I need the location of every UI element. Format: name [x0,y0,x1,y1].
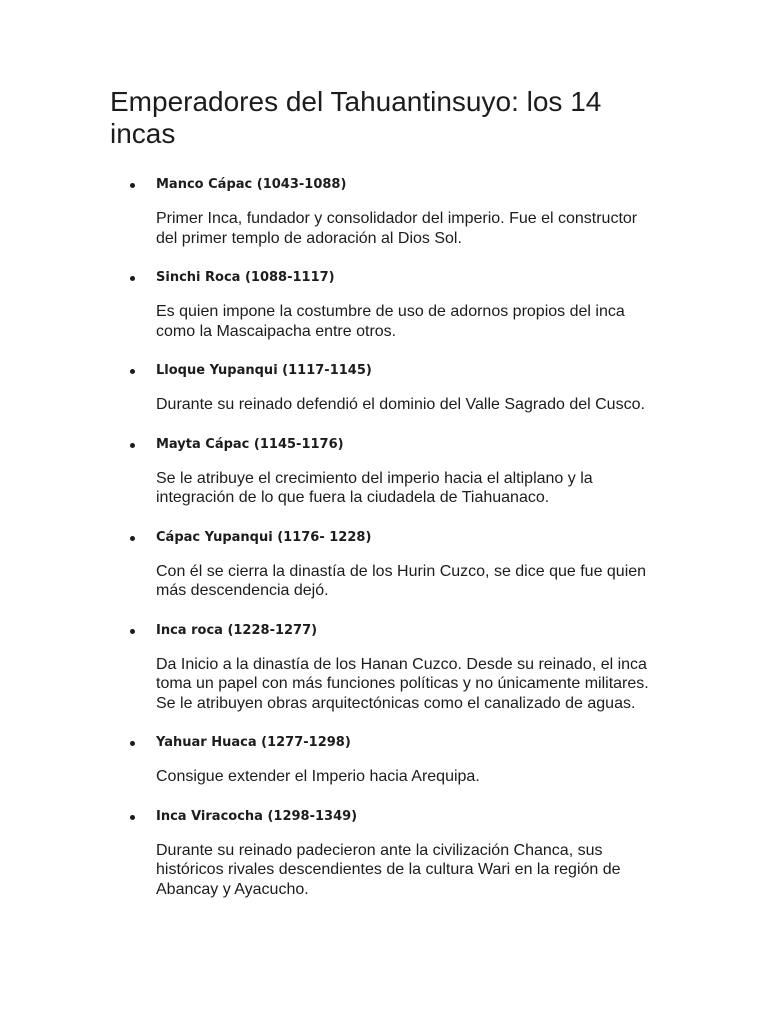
emperor-name: Inca roca (1228-1277) [156,622,318,638]
emperor-description: Es quien impone la costumbre de uso de adornos propios del inca como la Mascaipacha entre otros. [156,303,625,340]
emperor-list [110,175,670,899]
bullet-icon [130,741,135,746]
emperor-description: Consigue extender el Imperio hacia Arequipa. [156,768,480,785]
emperor-description: Primer Inca, fundador y consolidador del imperio. Fue el constructor del primer templo de adoración al Dios Sol. [156,210,638,247]
emperor-description: Durante su reinado defendió el dominio del Valle Sagrado del Cusco. [156,396,645,413]
document-page [110,86,670,899]
emperor-name: Lloque Yupanqui (1117-1145) [156,363,372,378]
list-item [110,528,670,601]
emperor-description: Se le atribuye el crecimiento del imperio hacia el altiplano y la integración de lo que fuera la ciudadela de Tiahuanaco. [156,469,593,506]
list-item [110,268,670,341]
bullet-icon [130,443,135,448]
bullet-icon [130,276,135,281]
emperor-description: Durante su reinado padecieron ante la civilización Chanca, sus históricos rivales descendientes de la cultura Wari en la región de Abancay y Ayacucho. [156,841,621,898]
list-item [110,807,670,900]
list-item [110,175,670,248]
bullet-icon [130,369,135,374]
emperor-name: Yahuar Huaca (1277-1298) [156,735,351,750]
emperor-name: Manco Cápac (1043-1088) [156,177,347,192]
emperor-name: Sinchi Roca (1088-1117) [156,270,335,285]
list-item [110,621,670,714]
list-item [110,361,670,415]
emperor-name: Mayta Cápac (1145-1176) [156,436,344,452]
list-item [110,733,670,787]
bullet-icon [130,183,135,188]
emperor-description: Da Inicio a la dinastía de los Hanan Cuzco. Desde su reinado, el inca toma un papel con más funciones políticas y no únicamente militares. Se le atribuyen obras arquitectónicas como el canalizado de aguas. [156,655,649,712]
bullet-icon [130,536,135,541]
emperor-name: Cápac Yupanqui (1176- 1228) [156,529,372,545]
emperor-name: Inca Viracocha (1298-1349) [156,808,358,824]
emperor-description: Con él se cierra la dinastía de los Hurin Cuzco, se dice que fue quien más descendencia dejó. [156,562,647,599]
list-item [110,435,670,508]
document-title: Emperadores del Tahuantinsuyo: los 14 incas [110,86,602,149]
bullet-icon [130,629,135,634]
bullet-icon [130,815,135,820]
